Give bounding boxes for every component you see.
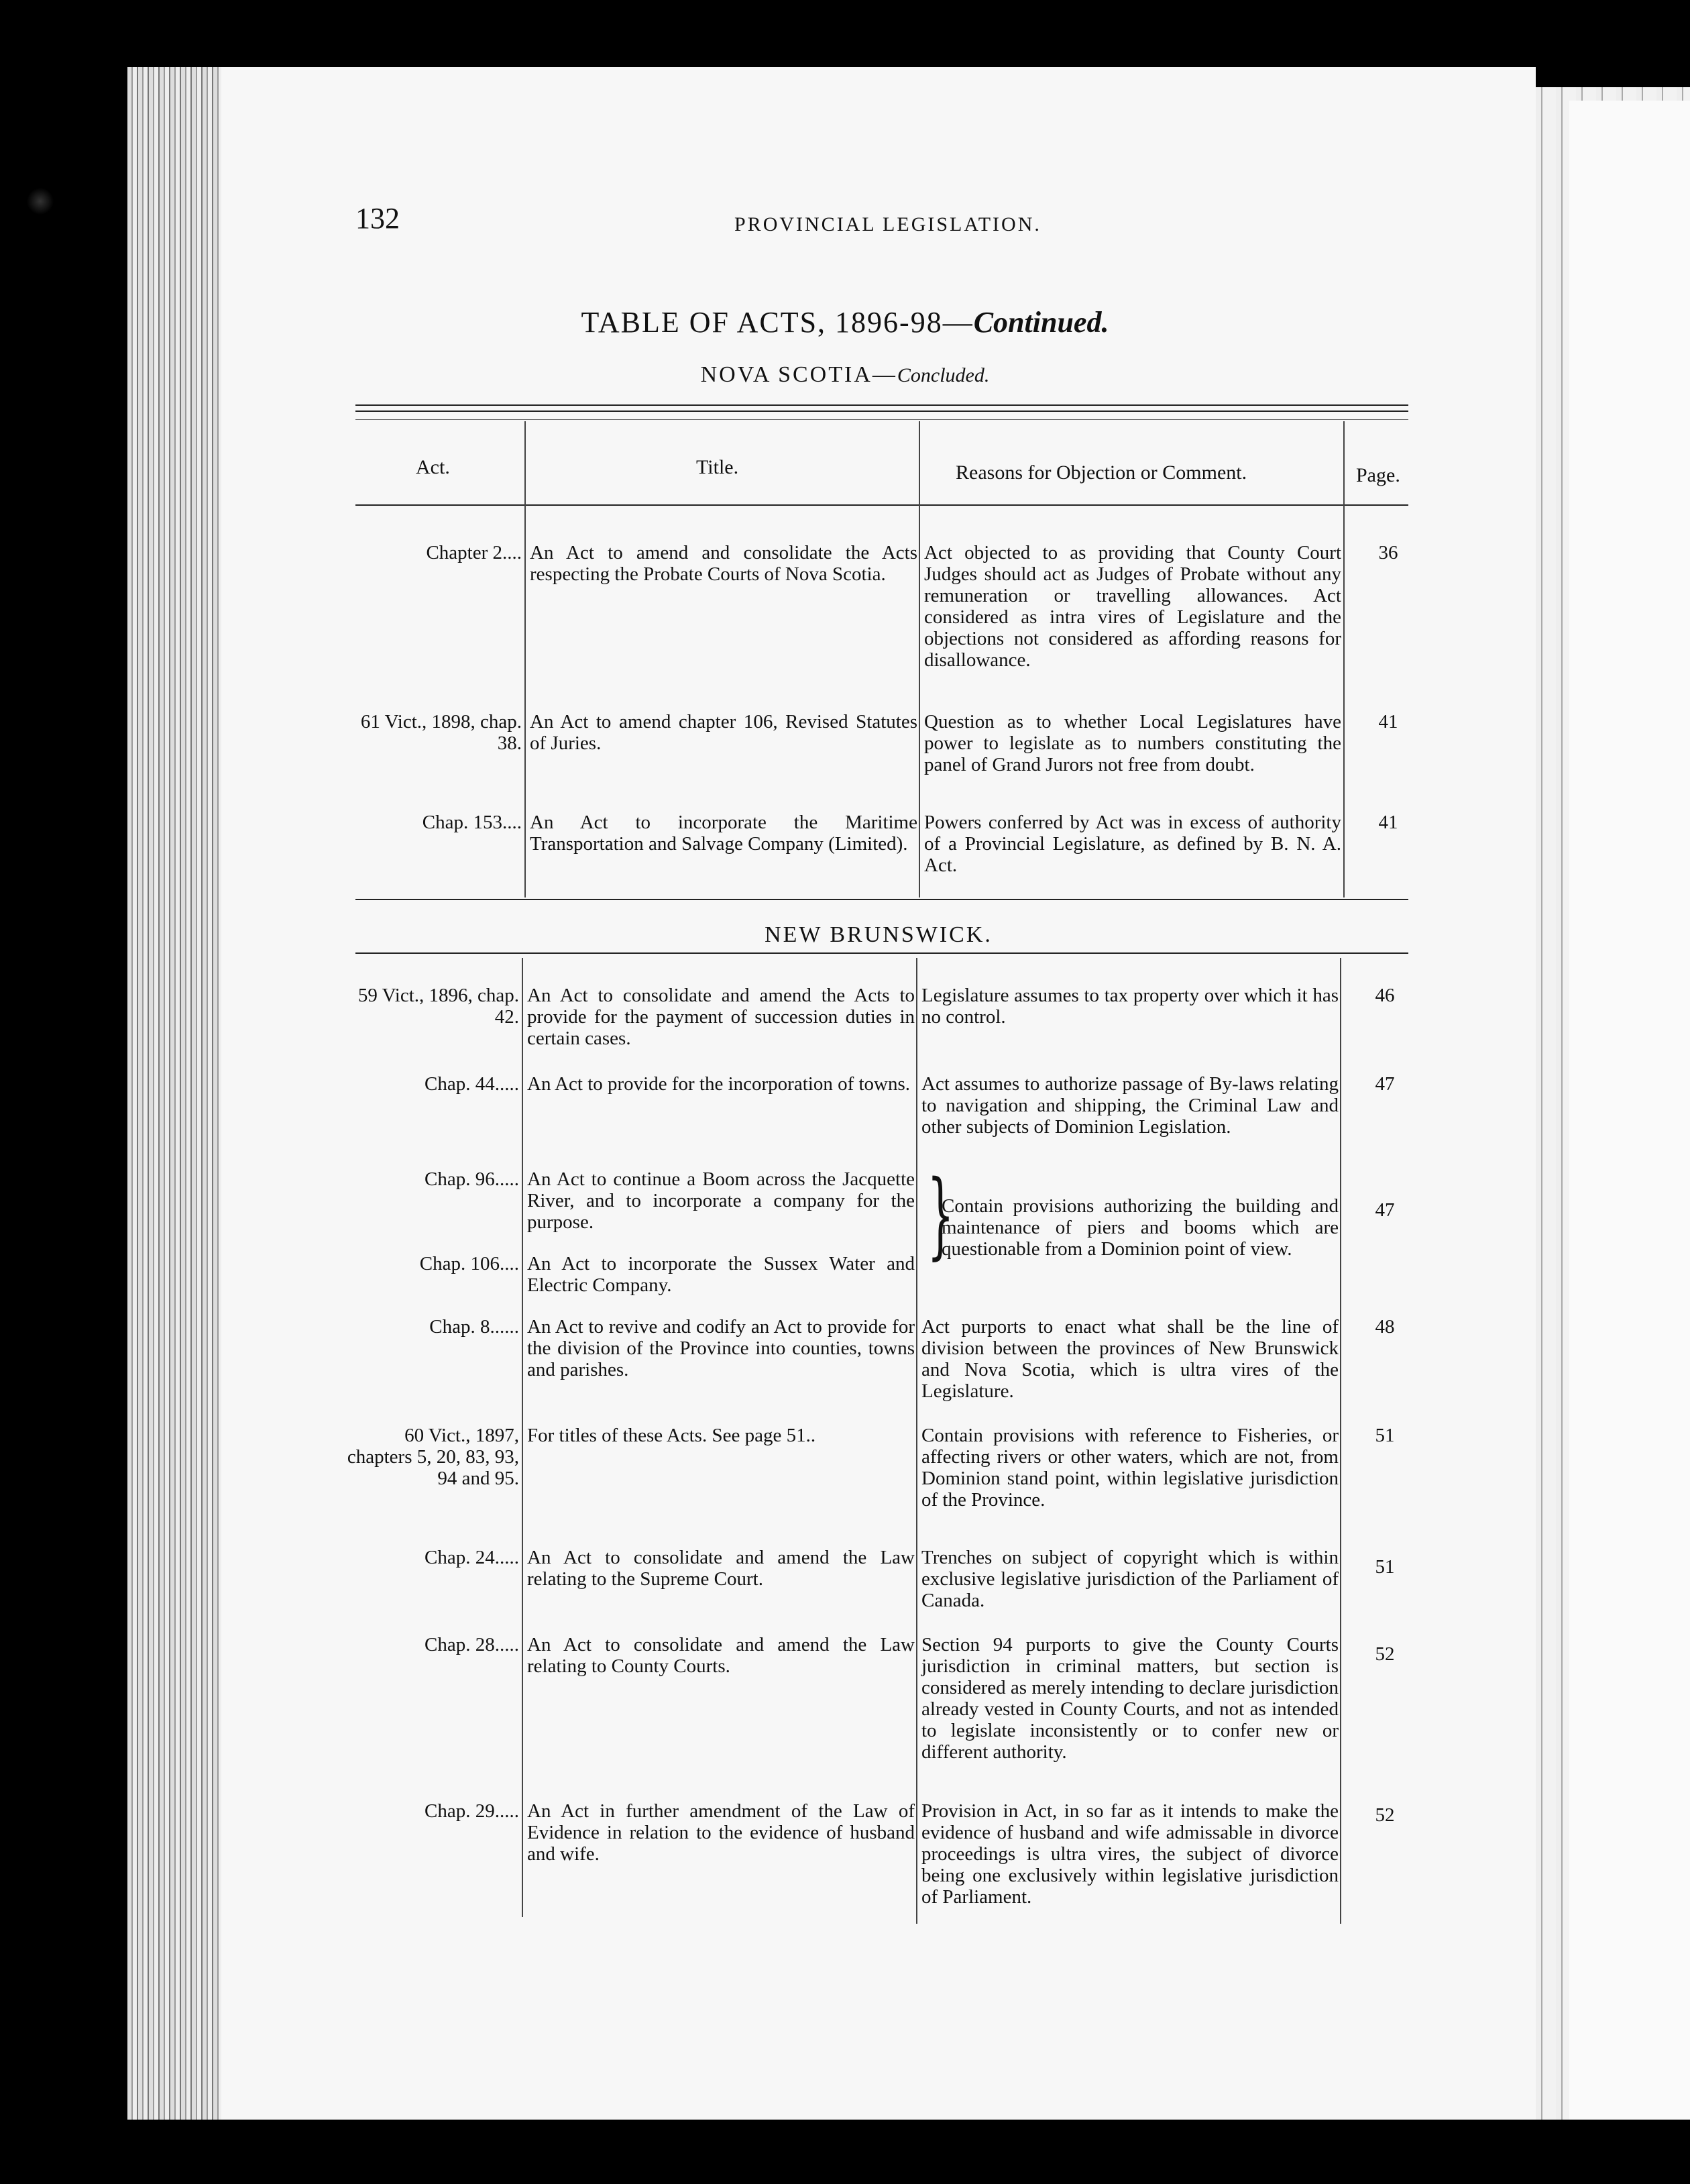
nb-row-3-page: 47	[1375, 1199, 1395, 1221]
nb-row-9-reasons: Provision in Act, in so far as it intends to make the evidence of husband and wife admissable in divorce proceedings is ultra vires, the subject of divorce being one exclusively within legislative jurisdiction of Parliament.	[921, 1800, 1339, 1908]
ns-row-1-act: Chapter 2....	[426, 542, 522, 563]
vline-reasons-page-2	[1340, 958, 1341, 1924]
nb-row-5-reasons: Act purports to enact what shall be the line of division between the provinces of New Brunswick and Nova Scotia, which is ultra vires of the Legislature.	[921, 1316, 1339, 1402]
nb-row-6-page: 51	[1375, 1425, 1395, 1446]
section-subtitle	[0, 362, 1690, 388]
nb-row-2-title: An Act to provide for the incorporation of towns.	[527, 1073, 911, 1095]
ns-row-3-act: Chap. 153....	[422, 812, 522, 833]
nb-row-7-page: 51	[1375, 1556, 1395, 1578]
ns-row-2-reasons: Question as to whether Local Legislatures have power to legislate as to numbers constituting the panel of Grand Jurors not free from doubt.	[924, 711, 1341, 775]
subtitle-concluded: Concluded.	[897, 364, 990, 386]
nb-row-2-reasons: Act assumes to authorize passage of By-laws relating to navigation and shipping, the Criminal Law and other subjects of Dominion Legislation.	[921, 1073, 1339, 1138]
col-head-page: Page.	[1356, 464, 1400, 486]
nb-row-6-act: 60 Vict., 1897, chapters 5, 20, 83, 93, 94 and 95.	[347, 1425, 519, 1489]
nb-row-2-act: Chap. 44.....	[425, 1073, 519, 1095]
ns-row-2-act: 61 Vict., 1898, chap. 38.	[360, 711, 522, 754]
nb-row-5-page: 48	[1375, 1316, 1395, 1337]
vline-reasons-page	[1343, 421, 1345, 897]
col-head-act: Act.	[416, 456, 450, 478]
ns-row-2-page: 41	[1378, 711, 1398, 732]
nb-row-4-title: An Act to incorporate the Sussex Water and Electric Company.	[527, 1253, 915, 1296]
vline-act-title-2	[522, 958, 523, 1917]
nb-row-1-page: 46	[1375, 985, 1395, 1006]
nb-row-9-act: Chap. 29.....	[425, 1800, 519, 1822]
nb-row-9-title: An Act in further amendment of the Law of Evidence in relation to the evidence of husband and wife.	[527, 1800, 915, 1865]
nb-row-9-page: 52	[1375, 1804, 1395, 1826]
nb-row-1-act: 59 Vict., 1896, chap. 42.	[357, 985, 519, 1028]
ns-row-3-title: An Act to incorporate the Maritime Transportation and Salvage Company (Limited).	[530, 812, 917, 855]
col-head-title: Title.	[696, 456, 739, 478]
nb-row-7-act: Chap. 24.....	[425, 1547, 519, 1568]
nb-row-7-title: An Act to consolidate and amend the Law relating to the Supreme Court.	[527, 1547, 915, 1590]
nb-row-8-title: An Act to consolidate and amend the Law relating to County Courts.	[527, 1634, 915, 1677]
nb-row-1-title: An Act to consolidate and amend the Acts to provide for the payment of succession duties in certain cases.	[527, 985, 915, 1049]
subtitle-main: NOVA SCOTIA—	[700, 362, 897, 387]
nb-row-6-reasons: Contain provisions with reference to Fisheries, or affecting rivers or other waters, which are not, from Dominion stand point, within legislative jurisdiction of the Province.	[921, 1425, 1339, 1511]
brace-bracket: }	[927, 1160, 954, 1270]
nb-row-2-page: 47	[1375, 1073, 1395, 1095]
vline-title-reasons	[919, 421, 920, 897]
nb-row-6-title: For titles of these Acts. See page 51..	[527, 1425, 816, 1446]
nb-row-8-reasons: Section 94 purports to give the County Courts jurisdiction in criminal matters, but section is considered as merely intending to declare jurisdiction already vested in County Courts, and not as intended to legislate inconsistently or to confer new or different authority.	[921, 1634, 1339, 1763]
section-rule-2	[355, 952, 1408, 954]
nb-row-1-reasons: Legislature assumes to tax property over which it has no control.	[921, 985, 1339, 1028]
section-rule	[355, 899, 1408, 900]
nb-row-8-act: Chap. 28.....	[425, 1634, 519, 1655]
nb-row-3-reasons: Contain provisions authorizing the building and maintenance of piers and booms which are questionable from a Dominion point of view.	[942, 1195, 1339, 1260]
header-rule	[355, 504, 1408, 506]
ns-row-3-reasons: Powers conferred by Act was in excess of authority of a Provincial Legislature, as defined by B. N. A. Act.	[924, 812, 1341, 876]
nb-row-8-page: 52	[1375, 1643, 1395, 1665]
nb-row-3-act: Chap. 96.....	[425, 1168, 519, 1190]
nb-row-5-title: An Act to revive and codify an Act to provide for the division of the Province into counties, towns and parishes.	[527, 1316, 915, 1380]
title-main: TABLE OF ACTS, 1896-98—	[581, 306, 974, 339]
ns-row-1-reasons: Act objected to as providing that County Court Judges should act as Judges of Probate without any remuneration or travelling allowances. Act considered as intra vires of Legislature and the objections not considered as affording reasons for disallowance.	[924, 542, 1341, 671]
nb-row-7-reasons: Trenches on subject of copyright which is within exclusive legislative jurisdiction of the Parliament of Canada.	[921, 1547, 1339, 1611]
nb-row-5-act: Chap. 8......	[429, 1316, 519, 1337]
top-rule-2	[355, 411, 1408, 412]
running-title: PROVINCIAL LEGISLATION.	[734, 213, 1041, 235]
ns-row-1-title: An Act to amend and consolidate the Acts respecting the Probate Courts of Nova Scotia.	[530, 542, 917, 585]
page-number: 132	[355, 202, 400, 235]
scan-background-bottom	[0, 2120, 1690, 2184]
section-heading-new-brunswick: NEW BRUNSWICK.	[765, 922, 993, 947]
ns-row-3-page: 41	[1378, 812, 1398, 833]
title-continued: Continued.	[973, 306, 1109, 339]
vline-act-title	[524, 421, 526, 897]
page-title	[0, 305, 1690, 339]
ns-row-1-page: 36	[1378, 542, 1398, 563]
top-rule-3	[355, 419, 1408, 420]
nb-row-4-act: Chap. 106....	[419, 1253, 519, 1274]
nb-row-3-title: An Act to continue a Boom across the Jacquette River, and to incorporate a company for the purpose.	[527, 1168, 915, 1233]
ns-row-2-title: An Act to amend chapter 106, Revised Statutes of Juries.	[530, 711, 917, 754]
facing-page	[1569, 101, 1690, 2120]
vline-title-reasons-2	[916, 958, 917, 1924]
col-head-reasons: Reasons for Objection or Comment.	[956, 461, 1247, 484]
top-rule	[355, 404, 1408, 406]
